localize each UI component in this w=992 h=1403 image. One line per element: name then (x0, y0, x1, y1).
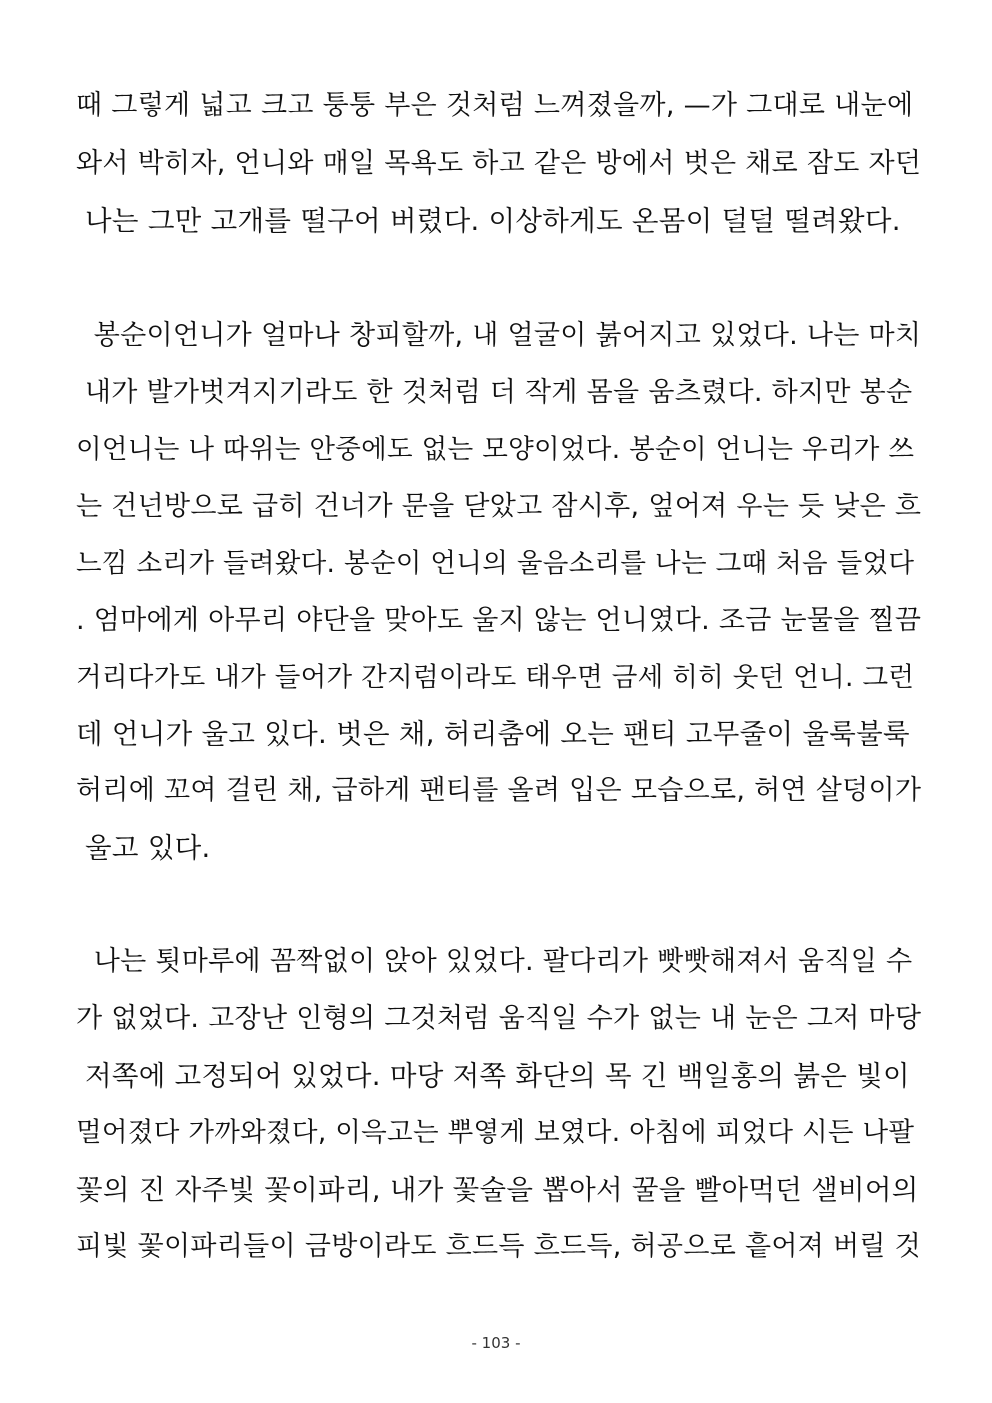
text-line: 피빛 꽃이파리들이 금방이라도 흐드득 흐드득, 허공으로 흩어져 버릴 것 (76, 1231, 922, 1262)
text-line: 는 건넌방으로 급히 건너가 문을 닫았고 잠시후, 엎어져 우는 듯 낮은 흐 (76, 491, 922, 522)
text-line: 와서 박히자, 언니와 매일 목욕도 하고 같은 방에서 벗은 채로 잠도 자던 (76, 148, 922, 179)
text-line: 울고 있다. (76, 832, 211, 864)
text-line: 이언니는 나 따위는 안중에도 없는 모양이었다. 봉순이 언니는 우리가 쓰 (76, 434, 915, 465)
text-line: 멀어졌다 가까와졌다, 이윽고는 뿌옇게 보였다. 아침에 피었다 시든 나팔 (76, 1117, 915, 1148)
text-line: 저쪽에 고정되어 있었다. 마당 저쪽 화단의 목 긴 백일홍의 붉은 빛이 (76, 1060, 910, 1092)
text-line: . 엄마에게 아무리 야단을 맞아도 울지 않는 언니였다. 조금 눈물을 찔끔 (76, 605, 922, 636)
text-line: 느낌 소리가 들려왔다. 봉순이 언니의 울음소리를 나는 그때 처음 들었다 (76, 548, 915, 579)
page-number: - 103 - (471, 1334, 521, 1352)
text-line: 데 언니가 울고 있다. 벗은 채, 허리춤에 오는 팬티 고무줄이 울룩불룩 (76, 718, 910, 750)
text-line: 가 없었다. 고장난 인형의 그것처럼 움직일 수가 없는 내 눈은 그저 마당 (76, 1003, 922, 1034)
text-line: 거리다가도 내가 들어가 간지럼이라도 태우면 금세 히히 웃던 언니. 그런 (76, 662, 915, 693)
text-line: 꽃의 진 자주빛 꽃이파리, 내가 꽃술을 뽑아서 꿀을 빨아먹던 샐비어의 (76, 1174, 919, 1206)
text-line: 나는 그만 고개를 떨구어 버렸다. 이상하게도 온몸이 덜덜 떨려왔다. (76, 205, 901, 237)
text-line: 허리에 꼬여 걸린 채, 급하게 팬티를 올려 입은 모습으로, 허연 살덩이가 (76, 775, 922, 806)
text-line: 봉순이언니가 얼마나 창피할까, 내 얼굴이 붉어지고 있었다. 나는 마치 (76, 320, 922, 351)
text-line: 때 그렇게 넓고 크고 퉁퉁 부은 것처럼 느껴졌을까, —가 그대로 내눈에 (76, 90, 914, 121)
text-line: 나는 툇마루에 꼼짝없이 앉아 있었다. 팔다리가 빳빳해져서 움직일 수 (76, 946, 913, 977)
text-line: 내가 발가벗겨지기라도 한 것처럼 더 작게 몸을 움츠렸다. 하지만 봉순 (76, 377, 913, 408)
